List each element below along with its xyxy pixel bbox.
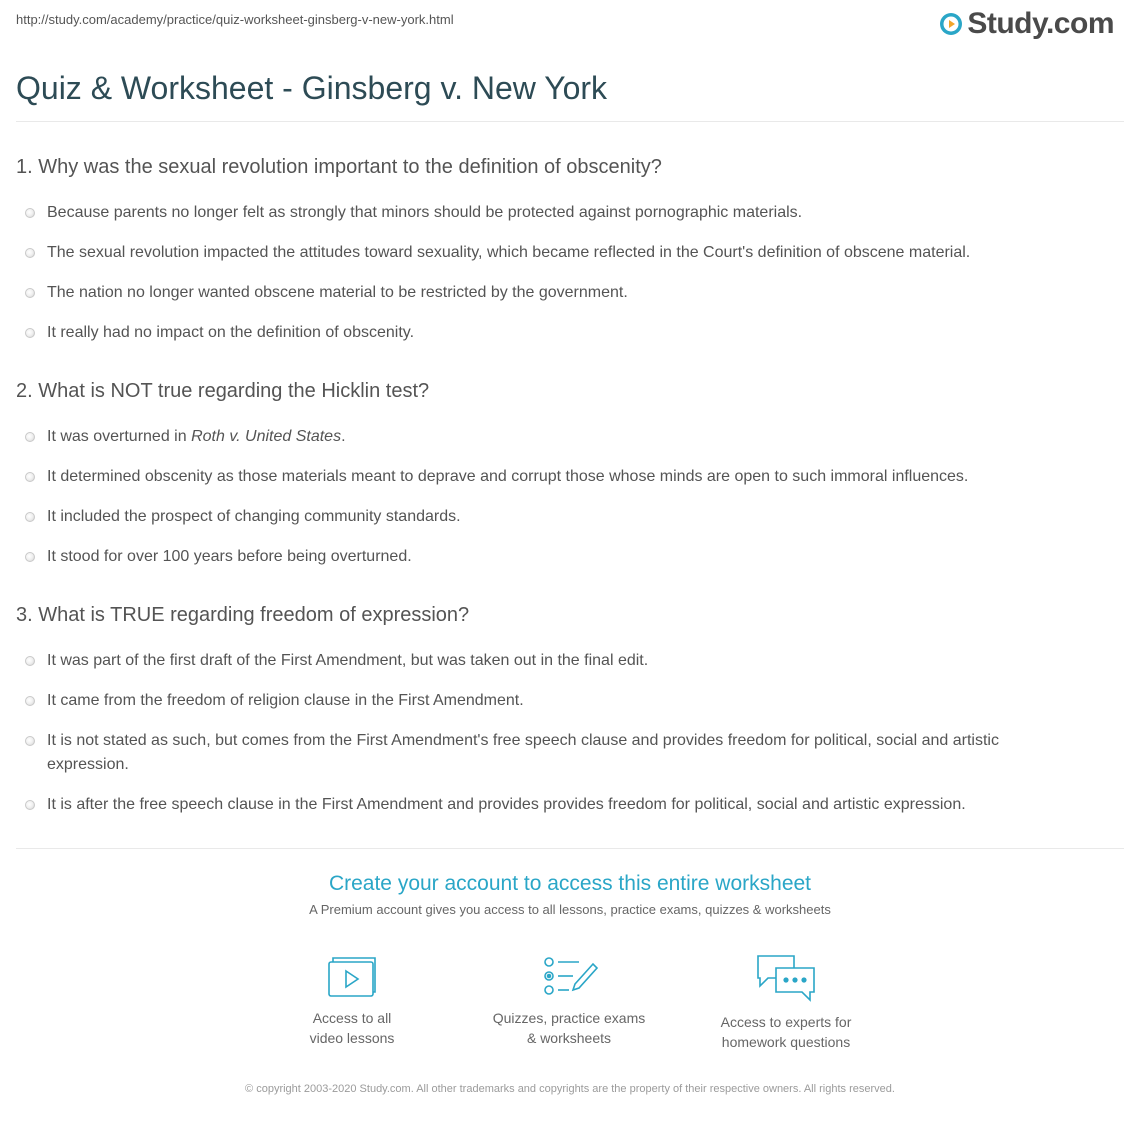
answer-option[interactable]: It stood for over 100 years before being overturned.: [16, 545, 1124, 569]
radio-icon[interactable]: [25, 512, 35, 522]
radio-icon[interactable]: [25, 736, 35, 746]
answer-option[interactable]: It included the prospect of changing community standards.: [16, 505, 1124, 529]
quiz-checklist-icon: [539, 952, 599, 1000]
copyright-text: © copyright 2003-2020 Study.com. All other trademarks and copyrights are the property of their respective owners. All rights reserved.: [245, 1083, 895, 1095]
cta-link[interactable]: Create your account to access this entire worksheet: [328, 872, 812, 895]
video-lesson-icon: [325, 952, 379, 1000]
answer-option[interactable]: It was overturned in Roth v. United States.: [16, 425, 1124, 449]
answer-option[interactable]: It was part of the first draft of the First Amendment, but was taken out in the final edit.: [16, 649, 1124, 673]
question-1: [16, 156, 1124, 361]
radio-icon[interactable]: [25, 696, 35, 706]
cta-subtitle: A Premium account gives you access to all lessons, practice exams, quizzes & worksheets: [309, 902, 831, 917]
question-2: [16, 380, 1124, 585]
radio-icon[interactable]: [25, 656, 35, 666]
radio-icon[interactable]: [25, 248, 35, 258]
chat-bubbles-icon: [754, 952, 818, 1004]
question-title: 2. What is NOT true regarding the Hicklin test?: [16, 380, 430, 402]
radio-icon[interactable]: [25, 208, 35, 218]
radio-icon[interactable]: [25, 432, 35, 442]
radio-icon[interactable]: [25, 552, 35, 562]
answer-option[interactable]: It is not stated as such, but comes from the First Amendment's free speech clause and provides freedom for political, social and artistic expression.: [16, 729, 1124, 777]
feature-video-lessons: Access to all video lessons: [262, 952, 442, 1048]
feature-experts: Access to experts for homework questions: [696, 952, 876, 1052]
radio-icon[interactable]: [25, 288, 35, 298]
divider: [16, 121, 1124, 122]
question-3: [16, 604, 1124, 833]
feature-quizzes: Quizzes, practice exams & worksheets: [479, 952, 659, 1048]
radio-icon[interactable]: [25, 328, 35, 338]
question-title: 1. Why was the sexual revolution important to the definition of obscenity?: [16, 156, 662, 178]
answer-option[interactable]: The sexual revolution impacted the attitudes toward sexuality, which became reflected in the Court's definition of obscene material.: [16, 241, 1124, 265]
study-play-logo-icon: [939, 12, 963, 36]
question-title: 3. What is TRUE regarding freedom of expression?: [16, 604, 470, 626]
answer-option[interactable]: Because parents no longer felt as strongly that minors should be protected against pornographic materials.: [16, 201, 1124, 225]
answer-option[interactable]: It determined obscenity as those materials meant to deprave and corrupt those whose minds are open to such immoral influences.: [16, 465, 1124, 489]
answer-option[interactable]: The nation no longer wanted obscene material to be restricted by the government.: [16, 281, 1124, 305]
answer-option[interactable]: It really had no impact on the definition of obscenity.: [16, 321, 1124, 345]
radio-icon[interactable]: [25, 472, 35, 482]
logo-wordmark: Study.com: [967, 7, 1114, 40]
study-logo[interactable]: [939, 7, 1114, 41]
answer-option[interactable]: It came from the freedom of religion clause in the First Amendment.: [16, 689, 1124, 713]
page-title: Quiz & Worksheet - Ginsberg v. New York: [16, 70, 608, 106]
answer-option[interactable]: It is after the free speech clause in the First Amendment and provides provides freedom for political, social and artistic expression.: [16, 793, 1124, 817]
divider: [16, 848, 1124, 849]
radio-icon[interactable]: [25, 800, 35, 810]
page-url: http://study.com/academy/practice/quiz-worksheet-ginsberg-v-new-york.html: [16, 12, 454, 27]
